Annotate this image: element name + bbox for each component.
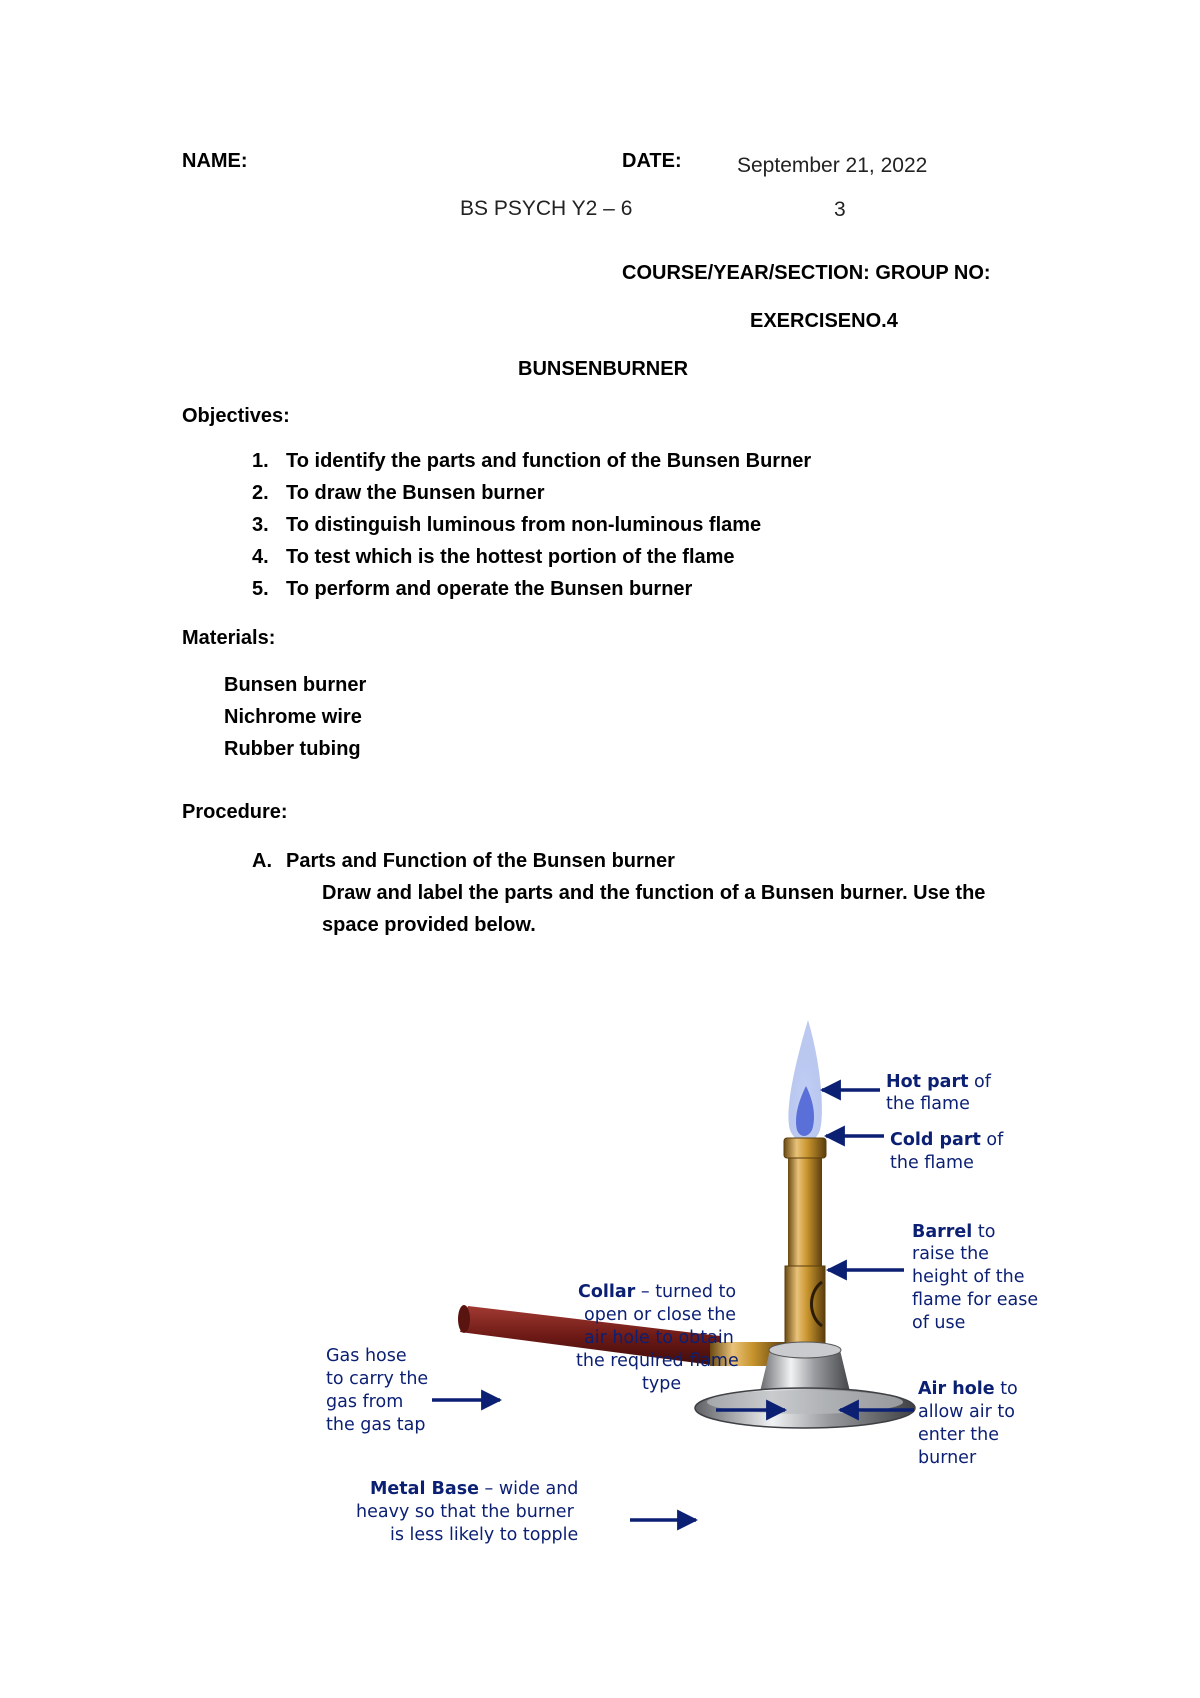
hot-label: Hot part of (886, 1072, 991, 1092)
list-item: 1. To identify the parts and function of the Bunsen Burner (252, 450, 812, 472)
gas-hose-label-line: the gas tap (326, 1415, 426, 1435)
procedure-heading: Procedure: (182, 801, 288, 823)
collar-label: Collar – turned to (578, 1282, 737, 1302)
cold-label: Cold part of (890, 1130, 1004, 1150)
course-group-label: COURSE/YEAR/SECTION: GROUP NO: (622, 262, 991, 284)
barrel-label-line: flame for ease (912, 1290, 1039, 1310)
barrel-label-line: of use (912, 1313, 966, 1333)
hot-label-line2: the flame (886, 1094, 970, 1114)
air-hole-label-line: burner (918, 1448, 977, 1468)
barrel-label-line: raise the (912, 1244, 989, 1264)
step-description-line2: space provided below. (322, 914, 536, 936)
air-hole-label-line: enter the (918, 1425, 999, 1445)
date-label: DATE: (622, 150, 682, 172)
gas-hose-label-line: gas from (326, 1392, 404, 1412)
gas-hose-label-line: to carry the (326, 1369, 429, 1389)
air-hole-label-line: allow air to (918, 1402, 1015, 1422)
cold-label-line2: the flame (890, 1153, 974, 1173)
list-item: 4. To test which is the hottest portion of the flame (252, 546, 735, 568)
material-item: Rubber tubing (224, 738, 361, 760)
base-dome-top (769, 1342, 841, 1358)
list-item: 2. To draw the Bunsen burner (252, 482, 545, 504)
objectives-heading: Objectives: (182, 405, 290, 427)
collar-label-line: the required flame (576, 1351, 739, 1371)
step-description-line1: Draw and label the parts and the function of a Bunsen burner. Use the (322, 882, 986, 904)
metal-base-label: Metal Base – wide and (370, 1479, 579, 1499)
collar-label-line: open or close the (584, 1305, 737, 1325)
list-item: 3. To distinguish luminous from non-luminous flame (252, 514, 762, 536)
barrel-label-line: height of the (912, 1267, 1025, 1287)
step-letter: A. (252, 850, 272, 872)
material-item: Bunsen burner (224, 674, 367, 696)
bunsen-burner-diagram (300, 1020, 1080, 1590)
list-item: 5. To perform and operate the Bunsen burner (252, 578, 693, 600)
barrel-label: Barrel to (912, 1222, 996, 1242)
date-value: September 21, 2022 (737, 154, 928, 177)
collar (785, 1266, 825, 1346)
barrel-top-rim (784, 1138, 826, 1158)
metal-base-label-line: heavy so that the burner (356, 1502, 574, 1522)
group-value: 3 (834, 198, 846, 221)
collar-label-line: type (642, 1374, 682, 1394)
objectives-list (252, 449, 811, 609)
gas-hose-label: Gas hose (326, 1346, 407, 1366)
gas-hose-end (458, 1305, 470, 1333)
exercise-number: EXERCISENO.4 (750, 310, 898, 332)
course-value: BS PSYCH Y2 – 6 (460, 197, 633, 220)
materials-heading: Materials: (182, 627, 276, 649)
page-title: BUNSENBURNER (518, 358, 689, 380)
step-title: Parts and Function of the Bunsen burner (286, 850, 675, 872)
air-hole-label: Air hole to (918, 1379, 1018, 1399)
name-label: NAME: (182, 150, 248, 172)
metal-base-label-line: is less likely to topple (390, 1525, 579, 1545)
collar-label-line: air hole to obtain (584, 1328, 734, 1348)
material-item: Nichrome wire (224, 706, 362, 728)
